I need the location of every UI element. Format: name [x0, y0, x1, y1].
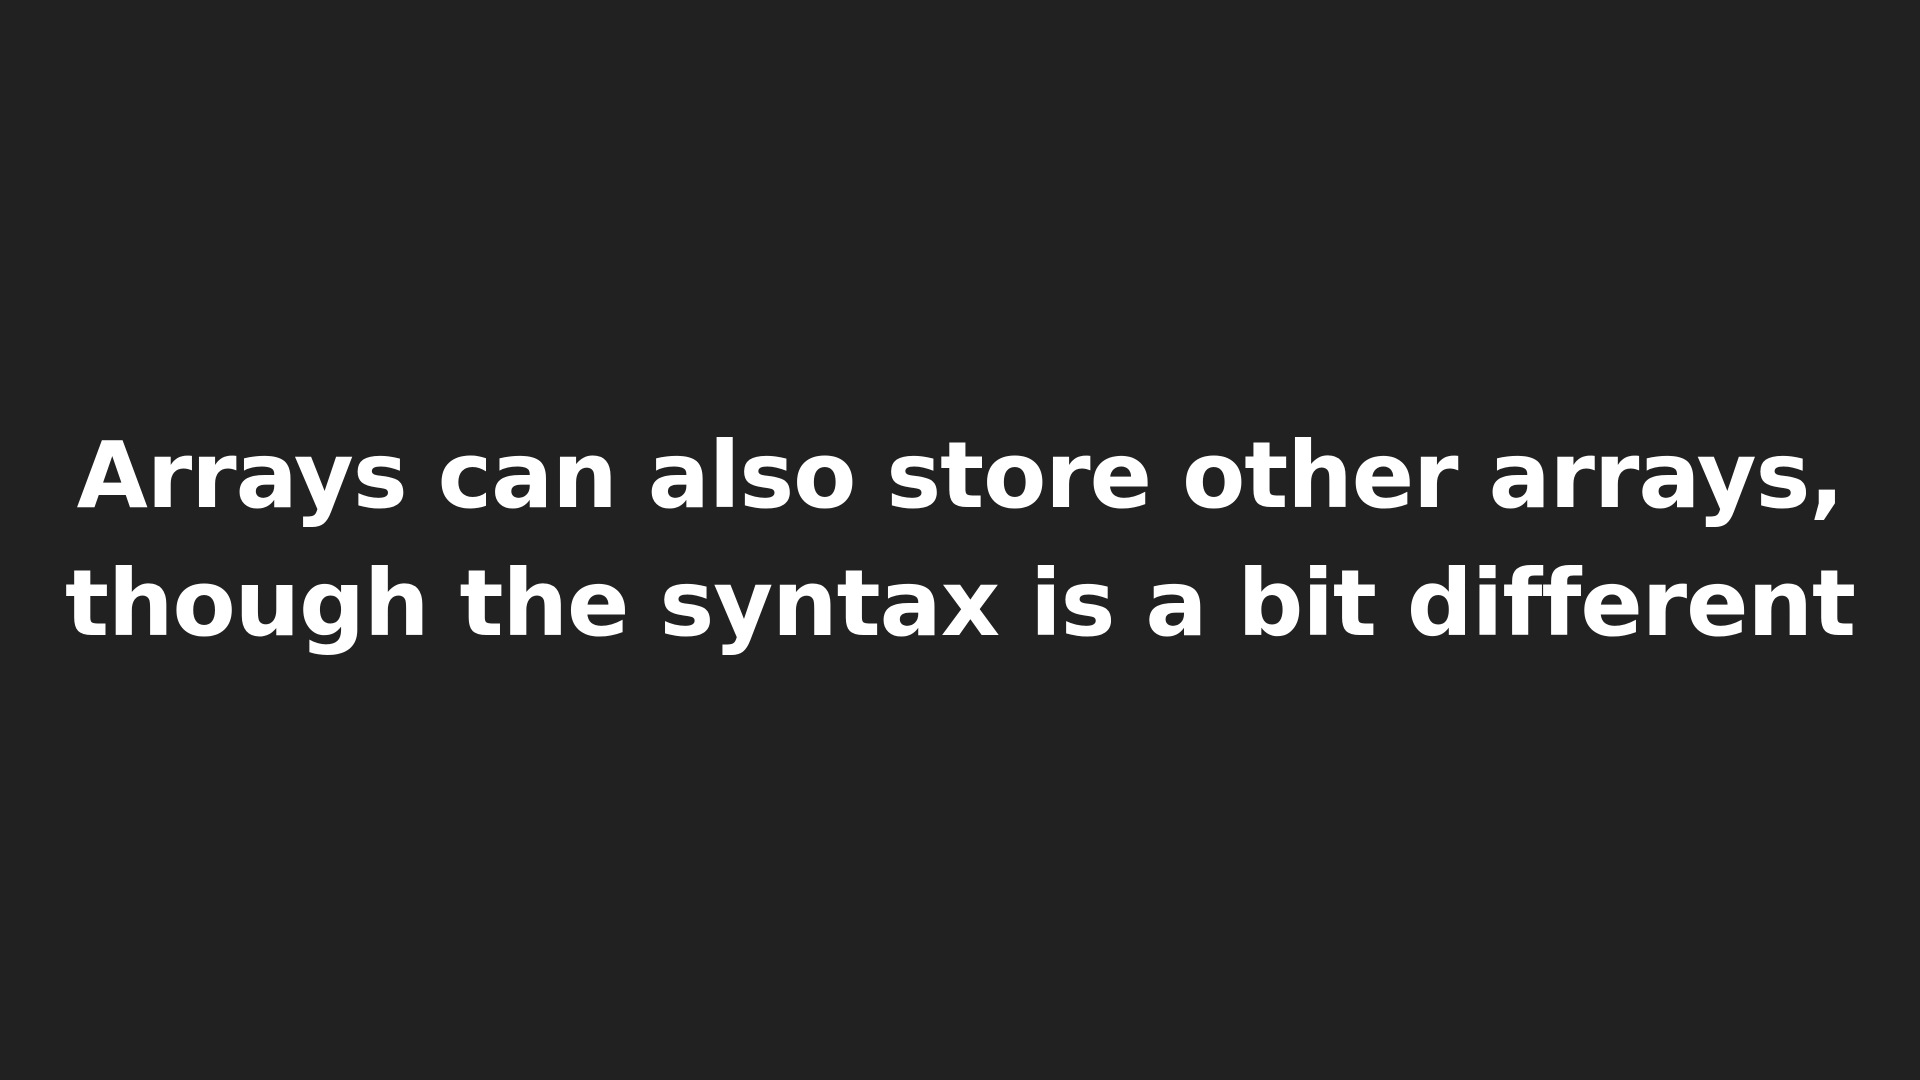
statement-line-2: though the syntax is a bit different [64, 550, 1856, 657]
slide-statement [50, 412, 1870, 668]
statement-line-1: Arrays can also store other arrays, [76, 422, 1844, 529]
